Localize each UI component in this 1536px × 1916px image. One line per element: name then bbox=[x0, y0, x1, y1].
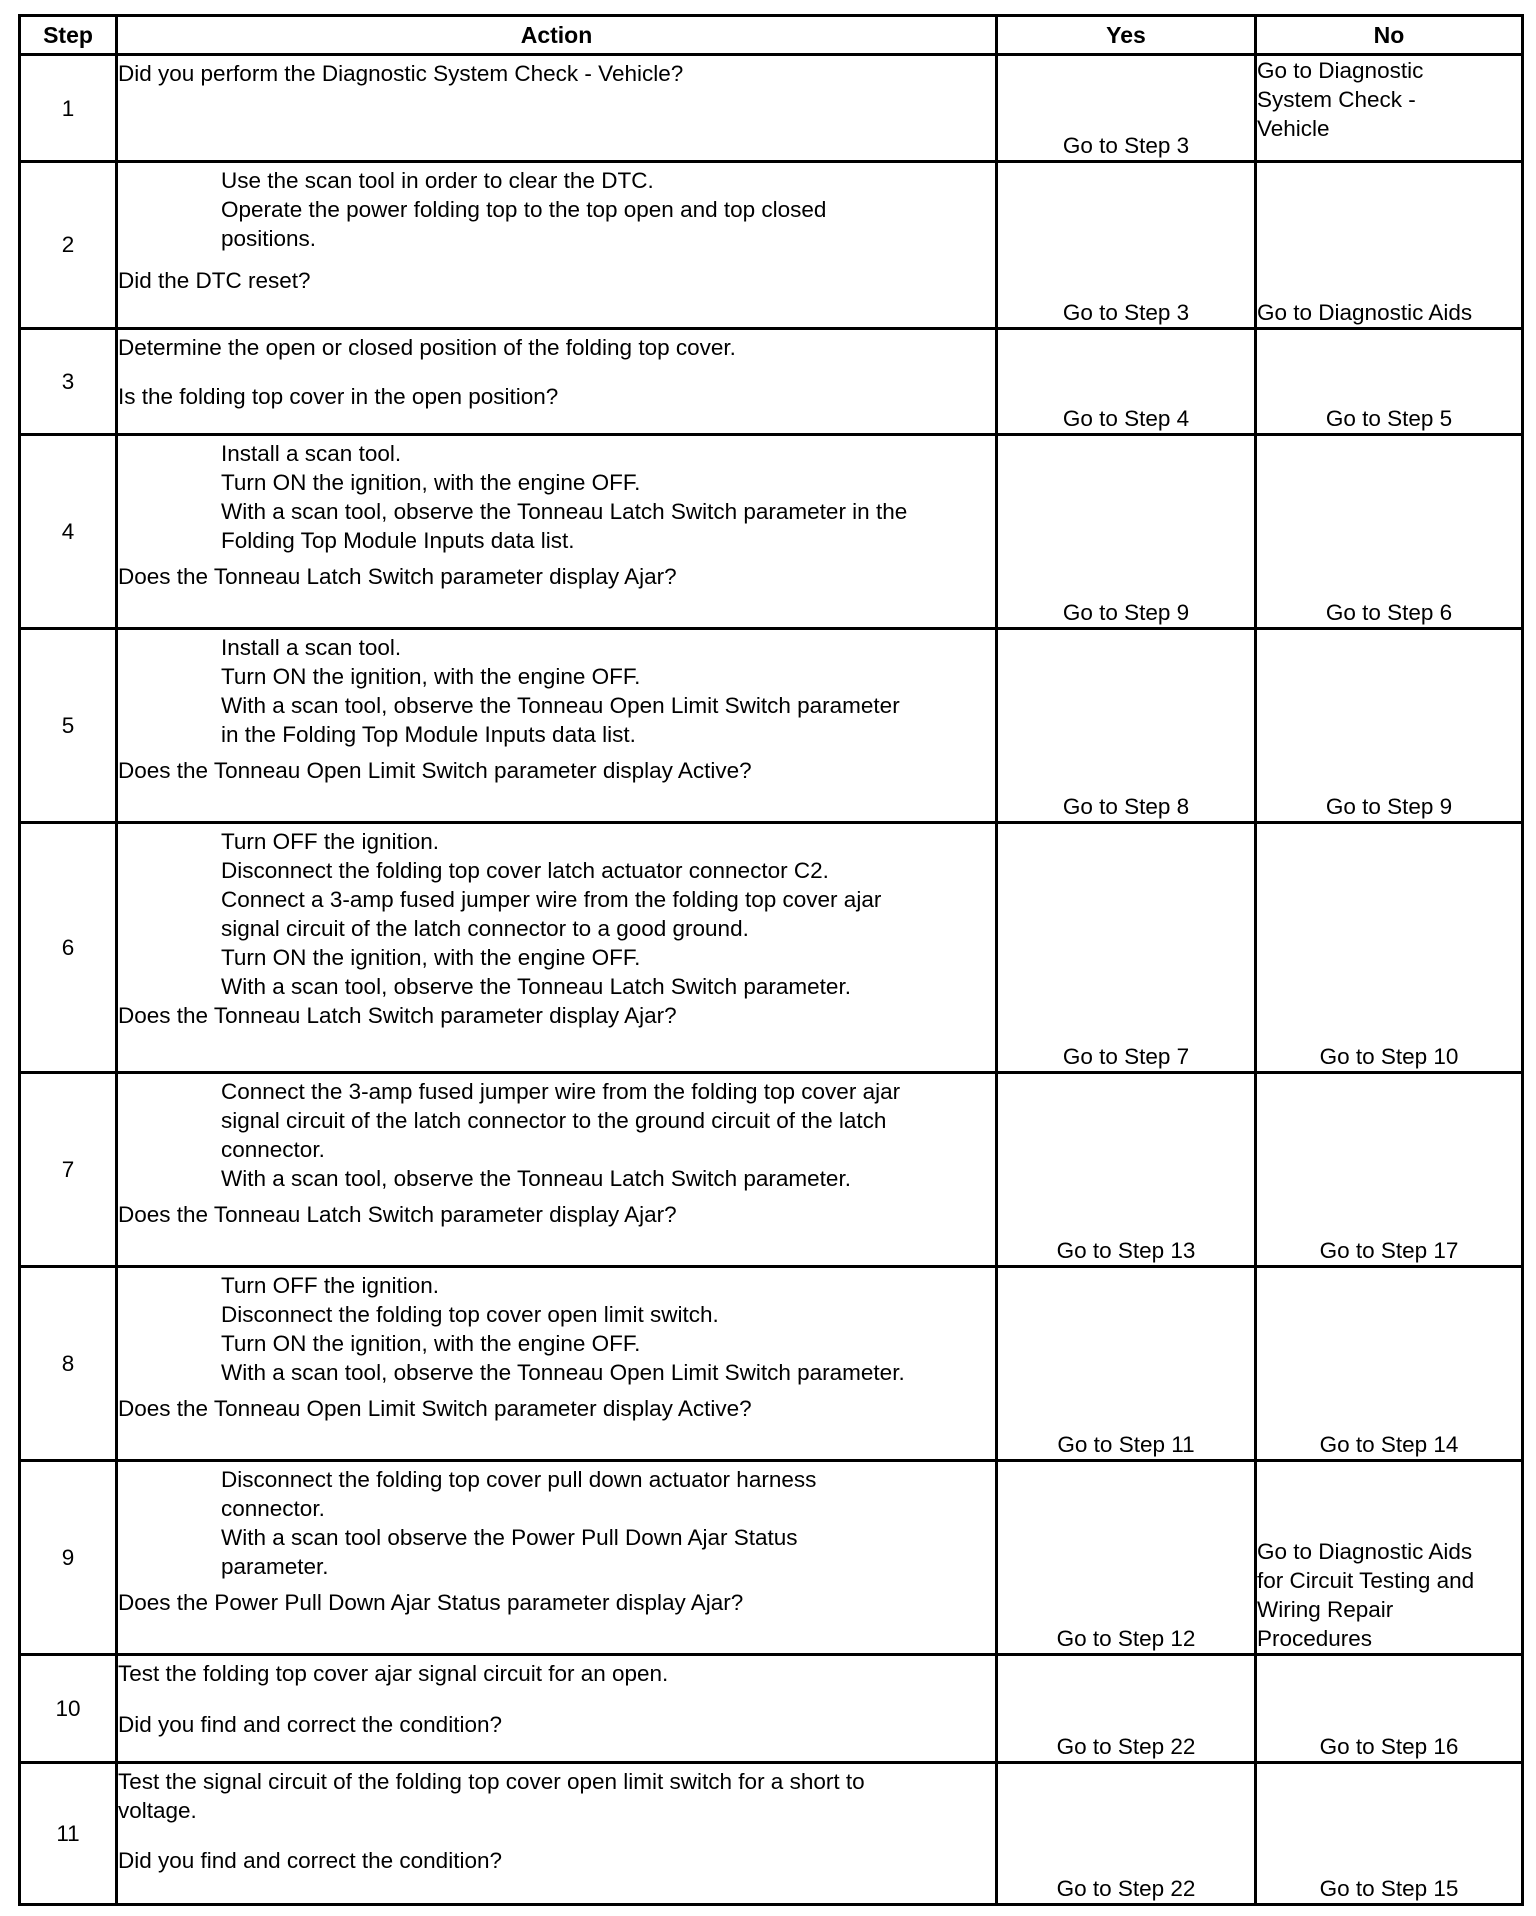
table-row bbox=[20, 1763, 1523, 1905]
action-question: Did you find and correct the condition? bbox=[118, 1848, 502, 1874]
action-question: Is the folding top cover in the open position? bbox=[118, 383, 559, 409]
header-row bbox=[20, 16, 1523, 55]
yes-cell: Go to Step 3 bbox=[997, 162, 1256, 329]
instruction-line: signal circuit of the latch connector to a good ground. bbox=[221, 915, 749, 941]
action-cell bbox=[117, 1072, 997, 1266]
table-row bbox=[20, 55, 1523, 162]
no-cell bbox=[1256, 1460, 1523, 1654]
action-cell bbox=[117, 328, 997, 434]
no-line: for Circuit Testing and bbox=[1257, 1567, 1475, 1593]
no-cell bbox=[1256, 1763, 1523, 1905]
table-row bbox=[20, 328, 1523, 434]
no-line: Go to Step 14 bbox=[1319, 1431, 1459, 1457]
action-question: Does the Tonneau Open Limit Switch parameter display Active? bbox=[118, 757, 752, 783]
no-cell bbox=[1256, 628, 1523, 822]
instruction-line: Use the scan tool in order to clear the DTC. bbox=[221, 168, 654, 194]
table-row bbox=[20, 1654, 1523, 1762]
instruction-line: in the Folding Top Module Inputs data list. bbox=[221, 721, 636, 747]
action-instructions bbox=[118, 1465, 995, 1581]
no-line: System Check - bbox=[1257, 87, 1416, 112]
action-cell bbox=[117, 822, 997, 1072]
step-number: 6 bbox=[20, 822, 117, 1072]
instruction-line: With a scan tool observe the Power Pull Down Ajar Status bbox=[221, 1524, 798, 1550]
instruction-line: Disconnect the folding top cover latch actuator connector C2. bbox=[221, 857, 829, 883]
action-instructions bbox=[118, 1077, 995, 1193]
step-number: 9 bbox=[20, 1460, 117, 1654]
yes-cell: Go to Step 13 bbox=[997, 1072, 1256, 1266]
no-line: Go to Step 16 bbox=[1319, 1734, 1459, 1760]
diagnostic-table bbox=[18, 14, 1524, 1906]
instruction-line: Install a scan tool. bbox=[221, 634, 402, 660]
instruction-line: With a scan tool, observe the Tonneau Latch Switch parameter. bbox=[221, 1165, 851, 1191]
header-no: No bbox=[1256, 16, 1523, 55]
no-line: Go to Step 5 bbox=[1325, 405, 1453, 431]
no-cell bbox=[1256, 1654, 1523, 1762]
instruction-line: voltage. bbox=[118, 1798, 197, 1824]
no-line: Go to Diagnostic bbox=[1257, 58, 1424, 83]
action-cell bbox=[117, 1654, 997, 1762]
instruction-line: Connect a 3-amp fused jumper wire from the folding top cover ajar bbox=[221, 886, 882, 912]
step-number: 3 bbox=[20, 328, 117, 434]
header-action: Action bbox=[117, 16, 997, 55]
instruction-line: Operate the power folding top to the top open and top closed bbox=[221, 197, 827, 223]
action-question: Did the DTC reset? bbox=[118, 268, 311, 294]
instruction-line: connector. bbox=[221, 1495, 325, 1521]
instruction-line: Determine the open or closed position of the folding top cover. bbox=[118, 334, 736, 360]
no-line: Wiring Repair bbox=[1257, 1596, 1394, 1622]
table-row bbox=[20, 162, 1523, 329]
action-question: Does the Power Pull Down Ajar Status parameter display Ajar? bbox=[118, 1589, 744, 1615]
instruction-line: Turn OFF the ignition. bbox=[221, 1272, 440, 1298]
instruction-line: connector. bbox=[221, 1136, 325, 1162]
instruction-line: Disconnect the folding top cover pull down actuator harness bbox=[221, 1466, 817, 1492]
action-question: Did you find and correct the condition? bbox=[118, 1711, 502, 1737]
instruction-line: parameter. bbox=[221, 1553, 329, 1579]
no-cell bbox=[1256, 822, 1523, 1072]
no-line: Go to Diagnostic Aids bbox=[1257, 1538, 1473, 1564]
no-line: Go to Diagnostic Aids bbox=[1257, 299, 1473, 325]
step-number: 1 bbox=[20, 55, 117, 162]
action-cell bbox=[117, 434, 997, 628]
instruction-line: Disconnect the folding top cover open limit switch. bbox=[221, 1301, 719, 1327]
action-question: Does the Tonneau Latch Switch parameter display Ajar? bbox=[118, 1201, 677, 1227]
yes-cell: Go to Step 11 bbox=[997, 1266, 1256, 1460]
instruction-line: Test the signal circuit of the folding top cover open limit switch for a short to bbox=[118, 1769, 865, 1795]
instruction-line: Turn ON the ignition, with the engine OFF. bbox=[221, 944, 641, 970]
action-cell bbox=[117, 1763, 997, 1905]
instruction-line: signal circuit of the latch connector to the ground circuit of the latch bbox=[221, 1107, 887, 1133]
action-instructions bbox=[118, 827, 995, 1001]
instruction-line: Turn ON the ignition, with the engine OFF. bbox=[221, 663, 641, 689]
table-row bbox=[20, 628, 1523, 822]
action-instructions bbox=[118, 333, 995, 362]
yes-cell: Go to Step 22 bbox=[997, 1763, 1256, 1905]
table-row bbox=[20, 1266, 1523, 1460]
action-question: Does the Tonneau Latch Switch parameter display Ajar? bbox=[118, 563, 677, 589]
action-instructions bbox=[118, 1271, 995, 1387]
no-cell bbox=[1256, 1266, 1523, 1460]
instruction-line: With a scan tool, observe the Tonneau Latch Switch parameter. bbox=[221, 973, 851, 999]
action-cell bbox=[117, 162, 997, 329]
step-number: 11 bbox=[20, 1763, 117, 1905]
step-number: 7 bbox=[20, 1072, 117, 1266]
yes-cell: Go to Step 9 bbox=[997, 434, 1256, 628]
header-step: Step bbox=[20, 16, 117, 55]
instruction-line: Folding Top Module Inputs data list. bbox=[221, 527, 575, 553]
yes-cell: Go to Step 3 bbox=[997, 55, 1256, 162]
instruction-line: With a scan tool, observe the Tonneau Open Limit Switch parameter. bbox=[221, 1359, 905, 1385]
instruction-line: Connect the 3-amp fused jumper wire from the folding top cover ajar bbox=[221, 1078, 901, 1104]
step-number: 4 bbox=[20, 434, 117, 628]
step-number: 5 bbox=[20, 628, 117, 822]
action-question: Does the Tonneau Open Limit Switch parameter display Active? bbox=[118, 1395, 752, 1421]
step-number: 10 bbox=[20, 1654, 117, 1762]
yes-cell: Go to Step 22 bbox=[997, 1654, 1256, 1762]
yes-cell: Go to Step 7 bbox=[997, 822, 1256, 1072]
action-instructions bbox=[118, 1659, 995, 1688]
no-cell bbox=[1256, 55, 1523, 162]
no-cell bbox=[1256, 162, 1523, 329]
yes-cell: Go to Step 4 bbox=[997, 328, 1256, 434]
no-cell bbox=[1256, 328, 1523, 434]
action-cell bbox=[117, 1460, 997, 1654]
no-line: Go to Step 17 bbox=[1319, 1237, 1459, 1263]
instruction-line: With a scan tool, observe the Tonneau Latch Switch parameter in the bbox=[221, 498, 908, 524]
step-number: 8 bbox=[20, 1266, 117, 1460]
table-row bbox=[20, 1072, 1523, 1266]
no-line: Procedures bbox=[1257, 1625, 1373, 1651]
no-line: Go to Step 6 bbox=[1325, 599, 1453, 625]
yes-cell: Go to Step 12 bbox=[997, 1460, 1256, 1654]
instruction-line: Test the folding top cover ajar signal circuit for an open. bbox=[118, 1660, 669, 1686]
no-cell bbox=[1256, 434, 1523, 628]
no-line: Go to Step 15 bbox=[1319, 1876, 1459, 1901]
table-row bbox=[20, 434, 1523, 628]
instruction-line: Turn OFF the ignition. bbox=[221, 828, 440, 854]
action-cell bbox=[117, 55, 997, 162]
action-instructions bbox=[118, 633, 995, 749]
instruction-line: With a scan tool, observe the Tonneau Open Limit Switch parameter bbox=[221, 692, 900, 718]
action-cell bbox=[117, 628, 997, 822]
no-line: Go to Step 10 bbox=[1319, 1043, 1459, 1069]
step-number: 2 bbox=[20, 162, 117, 329]
table-row bbox=[20, 822, 1523, 1072]
table-row bbox=[20, 1460, 1523, 1654]
instruction-line: positions. bbox=[221, 226, 317, 252]
no-line: Go to Step 9 bbox=[1325, 793, 1453, 819]
instruction-line: Install a scan tool. bbox=[221, 440, 402, 466]
instruction-line: Turn ON the ignition, with the engine OFF. bbox=[221, 469, 641, 495]
diagnostic-table-sheet bbox=[18, 14, 1524, 1906]
no-line: Vehicle bbox=[1257, 116, 1330, 141]
no-cell bbox=[1256, 1072, 1523, 1266]
action-question: Did you perform the Diagnostic System Check - Vehicle? bbox=[118, 61, 684, 86]
action-instructions bbox=[118, 439, 995, 555]
action-question: Does the Tonneau Latch Switch parameter display Ajar? bbox=[118, 1002, 677, 1028]
action-instructions bbox=[118, 1767, 995, 1825]
header-yes: Yes bbox=[997, 16, 1256, 55]
action-cell bbox=[117, 1266, 997, 1460]
instruction-line: Turn ON the ignition, with the engine OFF. bbox=[221, 1330, 641, 1356]
action-instructions bbox=[118, 166, 995, 253]
yes-cell: Go to Step 8 bbox=[997, 628, 1256, 822]
